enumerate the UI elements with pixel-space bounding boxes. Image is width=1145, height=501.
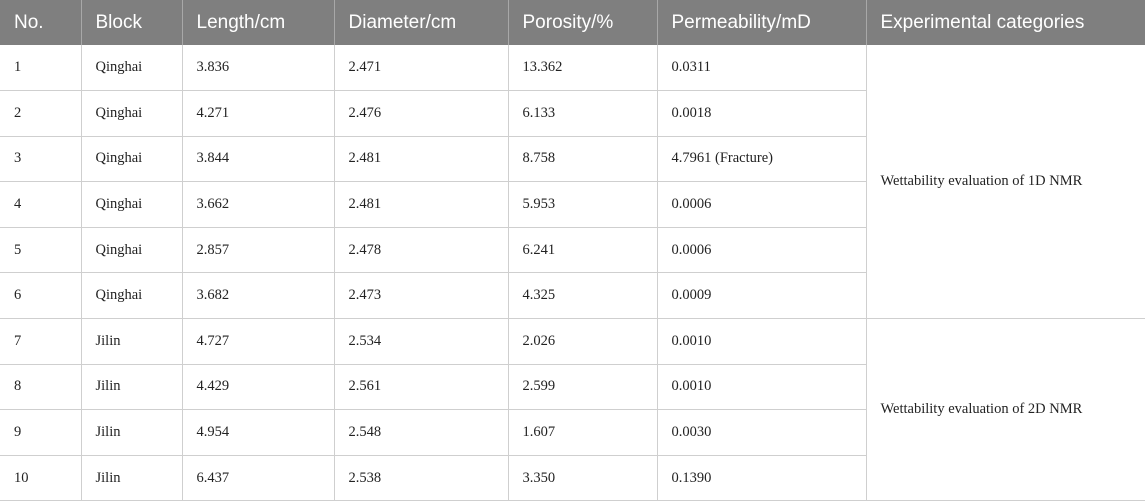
cell-block: Qinghai: [81, 273, 182, 319]
header-no: No.: [0, 0, 81, 45]
category-2d-nmr: Wettability evaluation of 2D NMR: [866, 319, 1145, 501]
cell-length: 3.682: [182, 273, 334, 319]
cell-porosity: 4.325: [508, 273, 657, 319]
cell-porosity: 3.350: [508, 455, 657, 501]
cell-block: Qinghai: [81, 91, 182, 137]
cell-porosity: 8.758: [508, 136, 657, 182]
cell-block: Qinghai: [81, 45, 182, 91]
cell-diameter: 2.478: [334, 227, 508, 273]
cell-permeability: 0.0010: [657, 364, 866, 410]
cell-permeability: 0.0010: [657, 319, 866, 365]
cell-permeability: 0.0006: [657, 182, 866, 228]
cell-block: Qinghai: [81, 182, 182, 228]
cell-no: 10: [0, 455, 81, 501]
cell-diameter: 2.476: [334, 91, 508, 137]
header-porosity: Porosity/%: [508, 0, 657, 45]
cell-no: 7: [0, 319, 81, 365]
cell-diameter: 2.471: [334, 45, 508, 91]
cell-block: Qinghai: [81, 227, 182, 273]
cell-no: 6: [0, 273, 81, 319]
cell-length: 4.271: [182, 91, 334, 137]
header-block: Block: [81, 0, 182, 45]
cell-diameter: 2.473: [334, 273, 508, 319]
cell-length: 2.857: [182, 227, 334, 273]
cell-porosity: 2.599: [508, 364, 657, 410]
table-row: [0, 319, 1145, 365]
cell-length: 3.844: [182, 136, 334, 182]
cell-porosity: 1.607: [508, 410, 657, 456]
cell-no: 3: [0, 136, 81, 182]
cell-diameter: 2.534: [334, 319, 508, 365]
category-1d-nmr: Wettability evaluation of 1D NMR: [866, 45, 1145, 319]
cell-length: 4.954: [182, 410, 334, 456]
cell-no: 9: [0, 410, 81, 456]
cell-diameter: 2.561: [334, 364, 508, 410]
cell-no: 4: [0, 182, 81, 228]
header-row: [0, 0, 1145, 45]
header-length: Length/cm: [182, 0, 334, 45]
cell-permeability: 0.0311: [657, 45, 866, 91]
cell-length: 4.727: [182, 319, 334, 365]
cell-diameter: 2.481: [334, 136, 508, 182]
cell-block: Jilin: [81, 410, 182, 456]
header-permeability: Permeability/mD: [657, 0, 866, 45]
cell-length: 6.437: [182, 455, 334, 501]
cell-porosity: 6.133: [508, 91, 657, 137]
cell-length: 3.836: [182, 45, 334, 91]
cell-permeability: 0.1390: [657, 455, 866, 501]
cell-porosity: 5.953: [508, 182, 657, 228]
cell-length: 4.429: [182, 364, 334, 410]
cell-permeability: 0.0006: [657, 227, 866, 273]
cell-porosity: 2.026: [508, 319, 657, 365]
cell-no: 5: [0, 227, 81, 273]
header-experimental-categories: Experimental categories: [880, 11, 1085, 33]
cell-no: 8: [0, 364, 81, 410]
cell-permeability: 0.0009: [657, 273, 866, 319]
cell-block: Jilin: [81, 319, 182, 365]
cell-block: Qinghai: [81, 136, 182, 182]
cell-no: 2: [0, 91, 81, 137]
cell-block: Jilin: [81, 364, 182, 410]
cell-diameter: 2.548: [334, 410, 508, 456]
cell-no: 1: [0, 45, 81, 91]
cell-block: Jilin: [81, 455, 182, 501]
cell-porosity: 13.362: [508, 45, 657, 91]
cell-permeability: 0.0018: [657, 91, 866, 137]
table-row: [0, 45, 1145, 91]
cell-permeability: 4.7961 (Fracture): [657, 136, 866, 182]
cell-diameter: 2.481: [334, 182, 508, 228]
cell-diameter: 2.538: [334, 455, 508, 501]
header-diameter: Diameter/cm: [334, 0, 508, 45]
cell-permeability: 0.0030: [657, 410, 866, 456]
cell-length: 3.662: [182, 182, 334, 228]
cell-porosity: 6.241: [508, 227, 657, 273]
